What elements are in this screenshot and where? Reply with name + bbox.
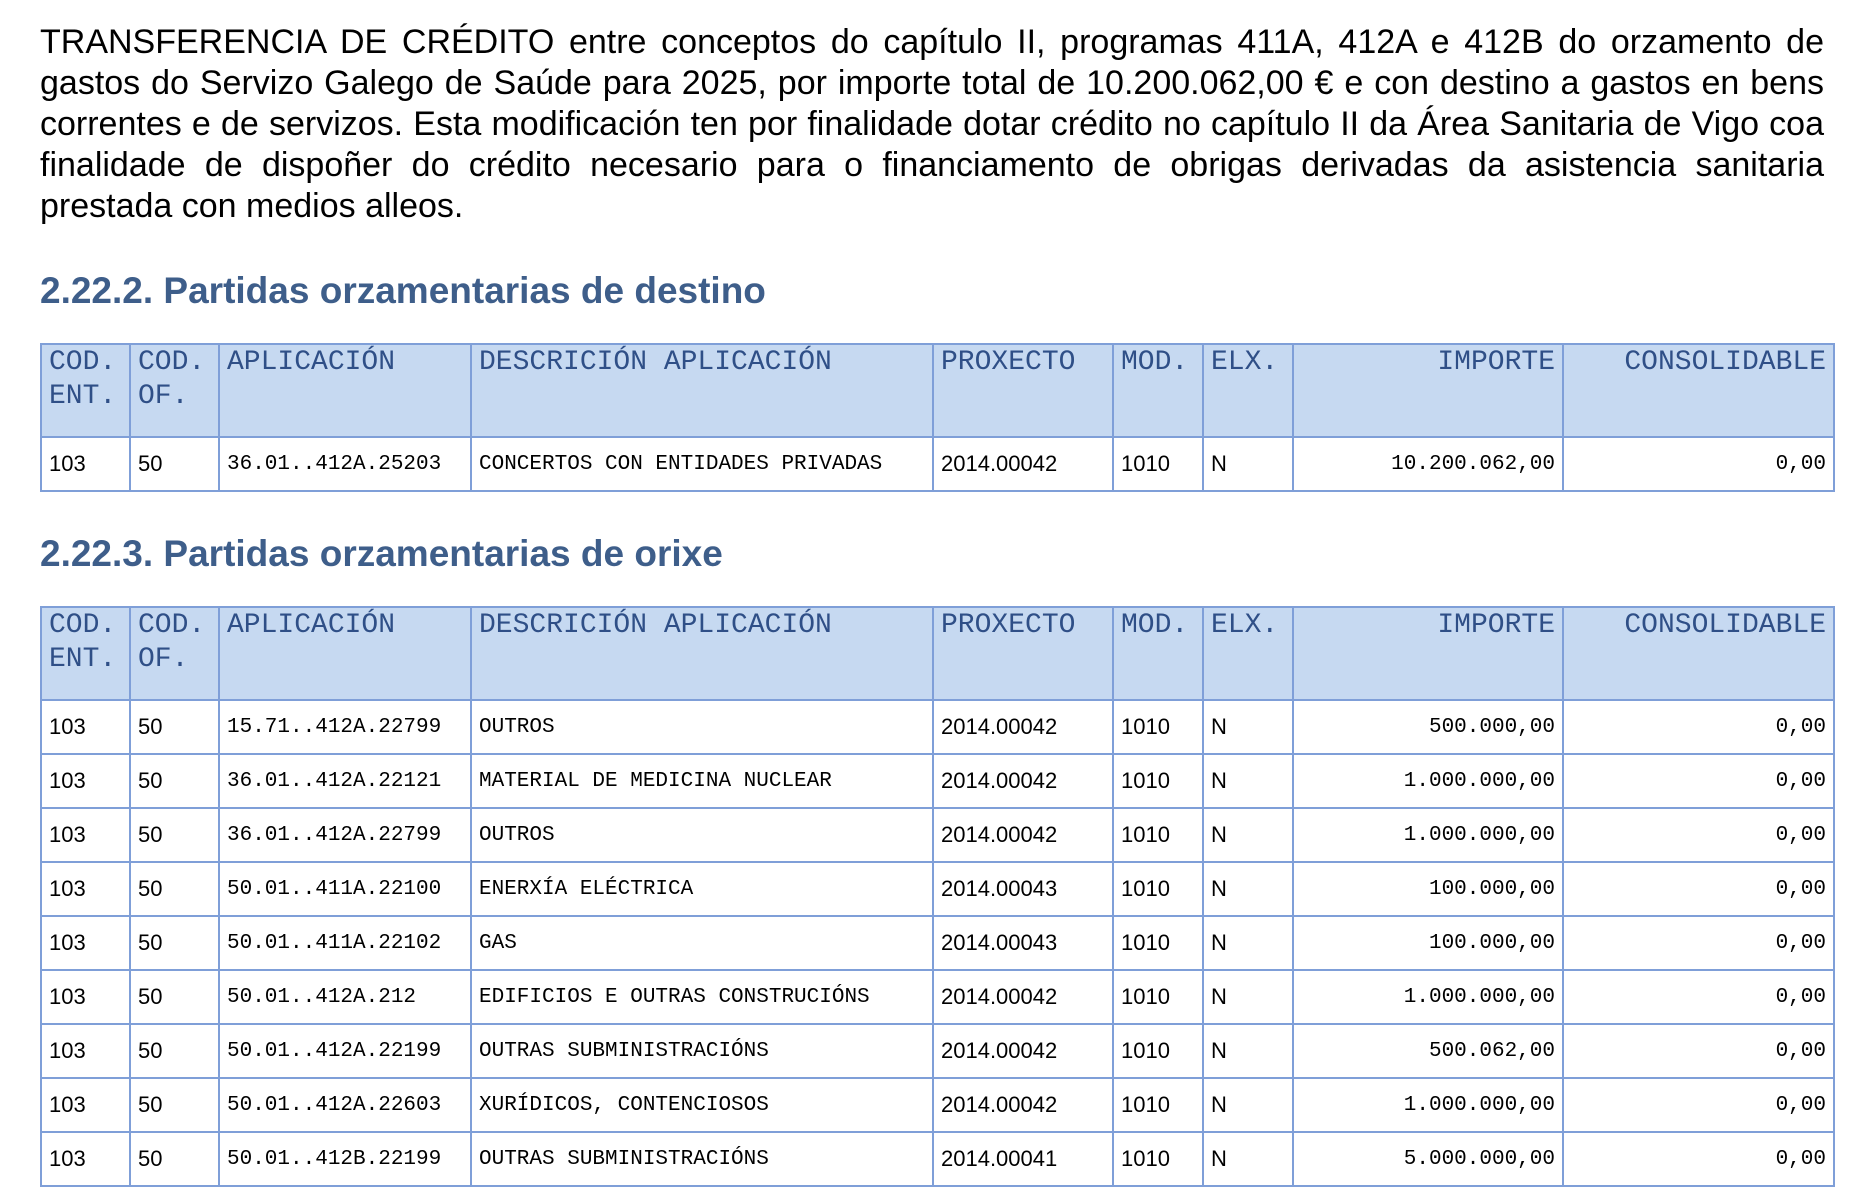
header-aplicacion: APLICACIÓN — [219, 607, 471, 700]
cell-proxecto: 2014.00042 — [933, 437, 1113, 491]
cell-aplicacion: 36.01..412A.22121 — [219, 754, 471, 808]
cell-descricion: XURÍDICOS, CONTENCIOSOS — [471, 1078, 933, 1132]
cell-cod-ent: 103 — [41, 862, 130, 916]
table-header-row — [41, 607, 1834, 700]
cell-cod-ent: 103 — [41, 754, 130, 808]
intro-paragraph: TRANSFERENCIA DE CRÉDITO entre conceptos do capítulo II, programas 411A, 412A e 412B do orzamento de gastos do Servizo Galego de Saúde para 2025, por importe total de 10.200.062,00 € e con destino a gastos en bens correntes e de servizos. Esta modificación ten por finalidade dotar crédito no capítulo II da Área Sanitaria de Vigo coa finalidade de dispoñer do crédito necesario para o financiamento de obrigas derivadas da asistencia sanitaria prestada con medios alleos. — [40, 23, 1824, 225]
cell-mod: 1010 — [1113, 862, 1203, 916]
cell-proxecto: 2014.00041 — [933, 1132, 1113, 1186]
cell-proxecto: 2014.00042 — [933, 700, 1113, 754]
table-row — [41, 1078, 1834, 1132]
header-importe: IMPORTE — [1293, 344, 1563, 437]
cell-cod-ent: 103 — [41, 970, 130, 1024]
header-cod-of: COD. OF. — [130, 607, 219, 700]
cell-cod-of: 50 — [130, 1024, 219, 1078]
cell-elx: N — [1203, 1078, 1293, 1132]
cell-cod-of: 50 — [130, 970, 219, 1024]
cell-mod: 1010 — [1113, 437, 1203, 491]
cell-proxecto: 2014.00042 — [933, 1078, 1113, 1132]
cell-cod-ent: 103 — [41, 1078, 130, 1132]
cell-aplicacion: 50.01..412B.22199 — [219, 1132, 471, 1186]
cell-aplicacion: 50.01..412A.22199 — [219, 1024, 471, 1078]
cell-elx: N — [1203, 1132, 1293, 1186]
cell-importe: 10.200.062,00 — [1293, 437, 1563, 491]
section-title-destino: 2.22.2. Partidas orzamentarias de destino — [40, 270, 766, 311]
cell-cod-ent: 103 — [41, 700, 130, 754]
cell-proxecto: 2014.00042 — [933, 808, 1113, 862]
destino-table-body — [41, 437, 1834, 491]
cell-importe: 500.000,00 — [1293, 700, 1563, 754]
table-row — [41, 916, 1834, 970]
header-importe: IMPORTE — [1293, 607, 1563, 700]
cell-mod: 1010 — [1113, 1078, 1203, 1132]
cell-importe: 1.000.000,00 — [1293, 808, 1563, 862]
cell-cod-ent: 103 — [41, 808, 130, 862]
cell-mod: 1010 — [1113, 916, 1203, 970]
cell-aplicacion: 36.01..412A.25203 — [219, 437, 471, 491]
cell-cod-ent: 103 — [41, 1024, 130, 1078]
header-proxecto: PROXECTO — [933, 607, 1113, 700]
cell-descricion: EDIFICIOS E OUTRAS CONSTRUCIÓNS — [471, 970, 933, 1024]
table-row — [41, 1132, 1834, 1186]
cell-elx: N — [1203, 754, 1293, 808]
header-consolidable: CONSOLIDABLE — [1563, 607, 1834, 700]
cell-consolidable: 0,00 — [1563, 970, 1834, 1024]
table-row — [41, 700, 1834, 754]
cell-elx: N — [1203, 970, 1293, 1024]
cell-cod-of: 50 — [130, 437, 219, 491]
cell-cod-of: 50 — [130, 862, 219, 916]
cell-cod-of: 50 — [130, 808, 219, 862]
cell-consolidable: 0,00 — [1563, 1024, 1834, 1078]
header-cod-ent: COD. ENT. — [41, 607, 130, 700]
table-row — [41, 808, 1834, 862]
header-cod-ent: COD. ENT. — [41, 344, 130, 437]
cell-aplicacion: 50.01..412A.22603 — [219, 1078, 471, 1132]
cell-mod: 1010 — [1113, 700, 1203, 754]
cell-consolidable: 0,00 — [1563, 862, 1834, 916]
cell-consolidable: 0,00 — [1563, 916, 1834, 970]
cell-descricion: ENERXÍA ELÉCTRICA — [471, 862, 933, 916]
cell-elx: N — [1203, 437, 1293, 491]
cell-importe: 1.000.000,00 — [1293, 754, 1563, 808]
cell-elx: N — [1203, 1024, 1293, 1078]
orixe-table-body — [41, 700, 1834, 1186]
table-row — [41, 1024, 1834, 1078]
cell-aplicacion: 36.01..412A.22799 — [219, 808, 471, 862]
orixe-table — [40, 606, 1835, 1187]
cell-cod-of: 50 — [130, 700, 219, 754]
header-mod: MOD. — [1113, 607, 1203, 700]
cell-elx: N — [1203, 916, 1293, 970]
destino-table — [40, 343, 1835, 492]
cell-proxecto: 2014.00043 — [933, 916, 1113, 970]
cell-importe: 1.000.000,00 — [1293, 1078, 1563, 1132]
cell-cod-ent: 103 — [41, 916, 130, 970]
cell-cod-of: 50 — [130, 1132, 219, 1186]
cell-aplicacion: 15.71..412A.22799 — [219, 700, 471, 754]
cell-mod: 1010 — [1113, 1132, 1203, 1186]
cell-importe: 100.000,00 — [1293, 916, 1563, 970]
table-row — [41, 754, 1834, 808]
cell-proxecto: 2014.00042 — [933, 1024, 1113, 1078]
cell-importe: 1.000.000,00 — [1293, 970, 1563, 1024]
cell-descricion: OUTROS — [471, 700, 933, 754]
cell-importe: 5.000.000,00 — [1293, 1132, 1563, 1186]
cell-consolidable: 0,00 — [1563, 437, 1834, 491]
cell-elx: N — [1203, 808, 1293, 862]
cell-mod: 1010 — [1113, 808, 1203, 862]
header-elx: ELX. — [1203, 607, 1293, 700]
header-cod-of: COD. OF. — [130, 344, 219, 437]
header-consolidable: CONSOLIDABLE — [1563, 344, 1834, 437]
cell-cod-ent: 103 — [41, 437, 130, 491]
table-row — [41, 970, 1834, 1024]
cell-cod-ent: 103 — [41, 1132, 130, 1186]
cell-cod-of: 50 — [130, 1078, 219, 1132]
cell-descricion: OUTROS — [471, 808, 933, 862]
cell-importe: 500.062,00 — [1293, 1024, 1563, 1078]
cell-consolidable: 0,00 — [1563, 1132, 1834, 1186]
cell-cod-of: 50 — [130, 916, 219, 970]
section-title-orixe: 2.22.3. Partidas orzamentarias de orixe — [40, 533, 723, 574]
cell-consolidable: 0,00 — [1563, 808, 1834, 862]
cell-consolidable: 0,00 — [1563, 754, 1834, 808]
table-header-row — [41, 344, 1834, 437]
cell-importe: 100.000,00 — [1293, 862, 1563, 916]
table-row — [41, 862, 1834, 916]
cell-mod: 1010 — [1113, 1024, 1203, 1078]
table-row — [41, 437, 1834, 491]
cell-proxecto: 2014.00042 — [933, 970, 1113, 1024]
cell-cod-of: 50 — [130, 754, 219, 808]
cell-descricion: CONCERTOS CON ENTIDADES PRIVADAS — [471, 437, 933, 491]
header-proxecto: PROXECTO — [933, 344, 1113, 437]
cell-mod: 1010 — [1113, 970, 1203, 1024]
cell-descricion: OUTRAS SUBMINISTRACIÓNS — [471, 1024, 933, 1078]
cell-descricion: OUTRAS SUBMINISTRACIÓNS — [471, 1132, 933, 1186]
cell-descricion: GAS — [471, 916, 933, 970]
header-descricion: DESCRICIÓN APLICACIÓN — [471, 344, 933, 437]
cell-consolidable: 0,00 — [1563, 1078, 1834, 1132]
cell-elx: N — [1203, 862, 1293, 916]
cell-descricion: MATERIAL DE MEDICINA NUCLEAR — [471, 754, 933, 808]
header-aplicacion: APLICACIÓN — [219, 344, 471, 437]
header-mod: MOD. — [1113, 344, 1203, 437]
cell-aplicacion: 50.01..411A.22102 — [219, 916, 471, 970]
cell-aplicacion: 50.01..412A.212 — [219, 970, 471, 1024]
header-descricion: DESCRICIÓN APLICACIÓN — [471, 607, 933, 700]
cell-consolidable: 0,00 — [1563, 700, 1834, 754]
cell-proxecto: 2014.00043 — [933, 862, 1113, 916]
cell-mod: 1010 — [1113, 754, 1203, 808]
cell-aplicacion: 50.01..411A.22100 — [219, 862, 471, 916]
cell-proxecto: 2014.00042 — [933, 754, 1113, 808]
cell-elx: N — [1203, 700, 1293, 754]
header-elx: ELX. — [1203, 344, 1293, 437]
